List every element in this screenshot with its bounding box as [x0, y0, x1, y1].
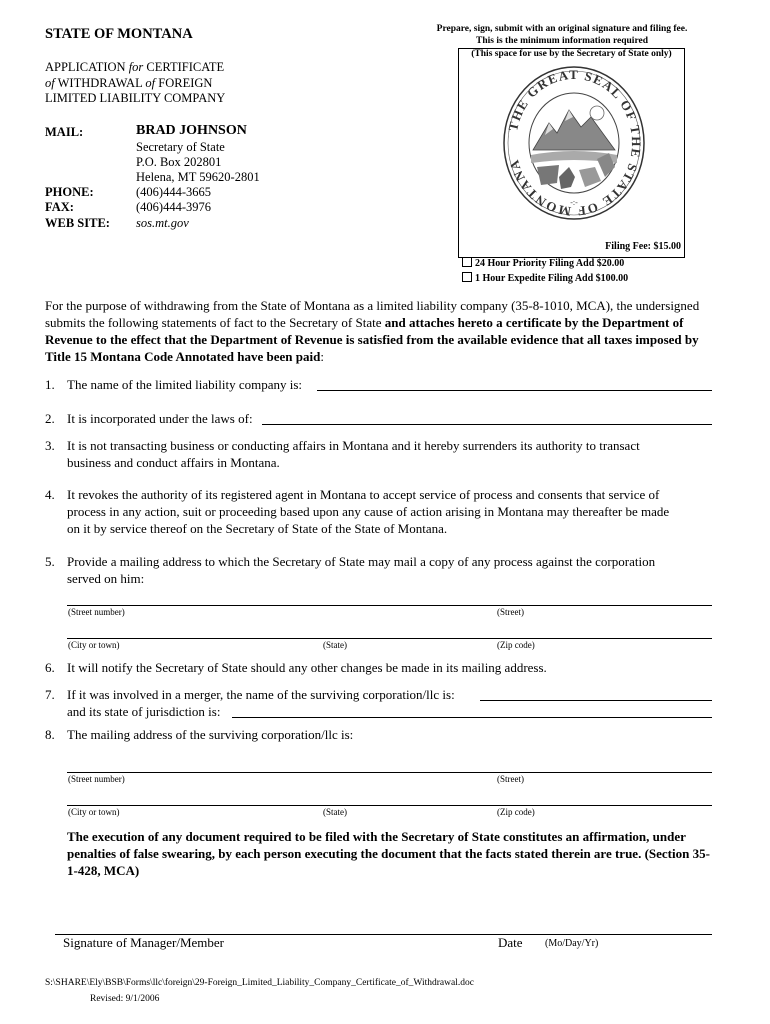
item-1-text: The name of the limited liability company is: — [67, 377, 303, 392]
affirmation-statement: The execution of any document required to be filed with the Secretary of State constitutes an affirmation, under penalties of false swearing, by each person executing the document that the facts stated therein are true. (Section 35-1-428, MCA) — [67, 829, 710, 878]
item-4-number: 4. — [45, 487, 55, 502]
item-4-line-c: on it by service thereof on the Secretary of State of the State of Montana. — [67, 521, 448, 536]
incorporated-laws-field[interactable] — [262, 409, 712, 425]
item-5-street-line[interactable] — [67, 605, 712, 606]
app-title-1a: APPLICATION — [45, 60, 129, 74]
item-7-number: 7. — [45, 687, 55, 702]
item-5-street-number-caption: (Street number) — [68, 607, 125, 617]
website-label: WEB SITE: — [45, 216, 110, 230]
date-format: (Mo/Day/Yr) — [545, 938, 599, 949]
file-path: S:\SHARE\Ely\BSB\Forms\llc\foreign\29-Foreign_Limited_Liability_Company_Certificate_of_Withdrawal.doc — [45, 978, 474, 988]
item-5-number: 5. — [45, 554, 55, 569]
app-title-1c: CERTIFICATE — [143, 60, 225, 74]
item-5-line-b: served on him: — [67, 571, 145, 586]
expedite-checkbox[interactable] — [462, 272, 472, 282]
priority-checkbox[interactable] — [462, 257, 472, 267]
app-title-2c: of — [145, 75, 156, 90]
state-seal-icon — [497, 55, 652, 230]
item-8-city-caption: (City or town) — [68, 807, 120, 817]
app-title-3: LIMITED LIABILITY COMPANY — [45, 91, 226, 105]
item-8-text: The mailing address of the surviving corporation/llc is: — [67, 727, 354, 742]
app-title-2d: FOREIGN — [155, 75, 213, 90]
fax-label: FAX: — [45, 200, 74, 214]
item-5-line-a: Provide a mailing address to which the Secretary of State may mail a copy of any process against the corporation — [67, 554, 656, 569]
application-title — [45, 60, 225, 107]
item-1-number: 1. — [45, 377, 55, 392]
intro-end: : — [320, 349, 324, 364]
filing-fee: Filing Fee: $15.00 — [605, 241, 681, 252]
item-6-number: 6. — [45, 660, 55, 675]
office: Secretary of State — [136, 140, 225, 154]
instructions-line1: Prepare, sign, submit with an original signature and filing fee. — [436, 24, 688, 34]
item-8-number: 8. — [45, 727, 55, 742]
item-7-line-b: and its state of jurisdiction is: — [67, 704, 221, 719]
mail-label: MAIL: — [45, 125, 84, 139]
app-title-2b: WITHDRAWAL — [54, 75, 146, 90]
phone-label: PHONE: — [45, 185, 94, 199]
item-5-state-caption: (State) — [323, 640, 347, 650]
item-8-street-line[interactable] — [67, 772, 712, 773]
item-4-line-b: process in any action, suit or proceeding based upon any cause of action arising in Montana may thereafter be made — [67, 504, 670, 519]
state-title: STATE OF MONTANA — [45, 26, 193, 42]
item-8-zip-caption: (Zip code) — [497, 807, 535, 817]
signature-label: Signature of Manager/Member — [63, 935, 225, 950]
item-7-line-a: If it was involved in a merger, the name of the surviving corporation/llc is: — [67, 687, 455, 702]
item-4-line-a: It revokes the authority of its registered agent in Montana to accept service of process and consents that service of — [67, 487, 660, 502]
item-6-text: It will notify the Secretary of State should any other changes be made in its mailing address. — [67, 660, 547, 675]
llc-name-field[interactable] — [317, 375, 712, 391]
item-3-number: 3. — [45, 438, 55, 453]
po-box: P.O. Box 202801 — [136, 155, 222, 169]
item-3-line-b: business and conduct affairs in Montana. — [67, 455, 280, 470]
item-6 — [45, 659, 715, 676]
svg-text:-:-: -:- — [570, 198, 578, 207]
priority-label: 24 Hour Priority Filing Add $20.00 — [475, 258, 625, 269]
item-2-number: 2. — [45, 411, 55, 426]
item-3 — [45, 437, 725, 471]
item-8-state-caption: (State) — [323, 807, 347, 817]
item-3-line-a: It is not transacting business or conducting affairs in Montana and it hereby surrenders its authority to transact — [67, 438, 640, 453]
date-label: Date — [498, 935, 523, 950]
secretary-name: BRAD JOHNSON — [136, 123, 247, 138]
phone-value: (406)444-3665 — [136, 185, 211, 199]
intro-paragraph — [45, 297, 715, 365]
item-8-street-caption: (Street) — [497, 774, 524, 784]
website-value: sos.mt.gov — [136, 216, 189, 230]
item-5-city-line[interactable] — [67, 638, 712, 639]
item-2-text: It is incorporated under the laws of: — [67, 411, 253, 426]
intro-normal: For the purpose of withdrawing from the State of Montana as a limited liability company (35-8-1010, MCA), the undersigned submits the following statements of fact to the Secretary of State — [45, 298, 700, 330]
item-5-city-caption: (City or town) — [68, 640, 120, 650]
instructions-line2: This is the minimum information required — [476, 35, 648, 46]
priority-option[interactable] — [462, 257, 624, 269]
fax-value: (406)444-3976 — [136, 200, 211, 214]
item-5-zip-caption: (Zip code) — [497, 640, 535, 650]
expedite-option[interactable] — [462, 272, 628, 284]
revised-date: Revised: 9/1/2006 — [90, 994, 160, 1004]
item-8-city-line[interactable] — [67, 805, 712, 806]
item-5-street-caption: (Street) — [497, 607, 524, 617]
instructions — [412, 24, 712, 47]
sos-box-label: (This space for use by the Secretary of State only) — [471, 49, 672, 59]
item-8-street-number-caption: (Street number) — [68, 774, 125, 784]
item-5 — [45, 553, 735, 587]
app-title-1b: for — [128, 60, 144, 74]
intro-bold: and attaches hereto a certificate by the Department of Revenue to the effect that the Department of Revenue is satisfied from the available evidence that all taxes imposed by Title 15 Montana Code Annotated have been paid — [45, 315, 699, 364]
sos-use-box — [458, 48, 685, 258]
expedite-label: 1 Hour Expedite Filing Add $100.00 — [475, 273, 629, 284]
jurisdiction-field[interactable] — [232, 702, 712, 718]
surviving-corp-name-field[interactable] — [480, 685, 712, 701]
item-8 — [45, 726, 715, 743]
city-zip: Helena, MT 59620-2801 — [136, 170, 260, 184]
app-title-2a: of — [45, 75, 55, 90]
seal-text: THE GREAT SEAL OF THE STATE OF MONTANA — [505, 66, 645, 220]
item-4 — [45, 486, 735, 537]
